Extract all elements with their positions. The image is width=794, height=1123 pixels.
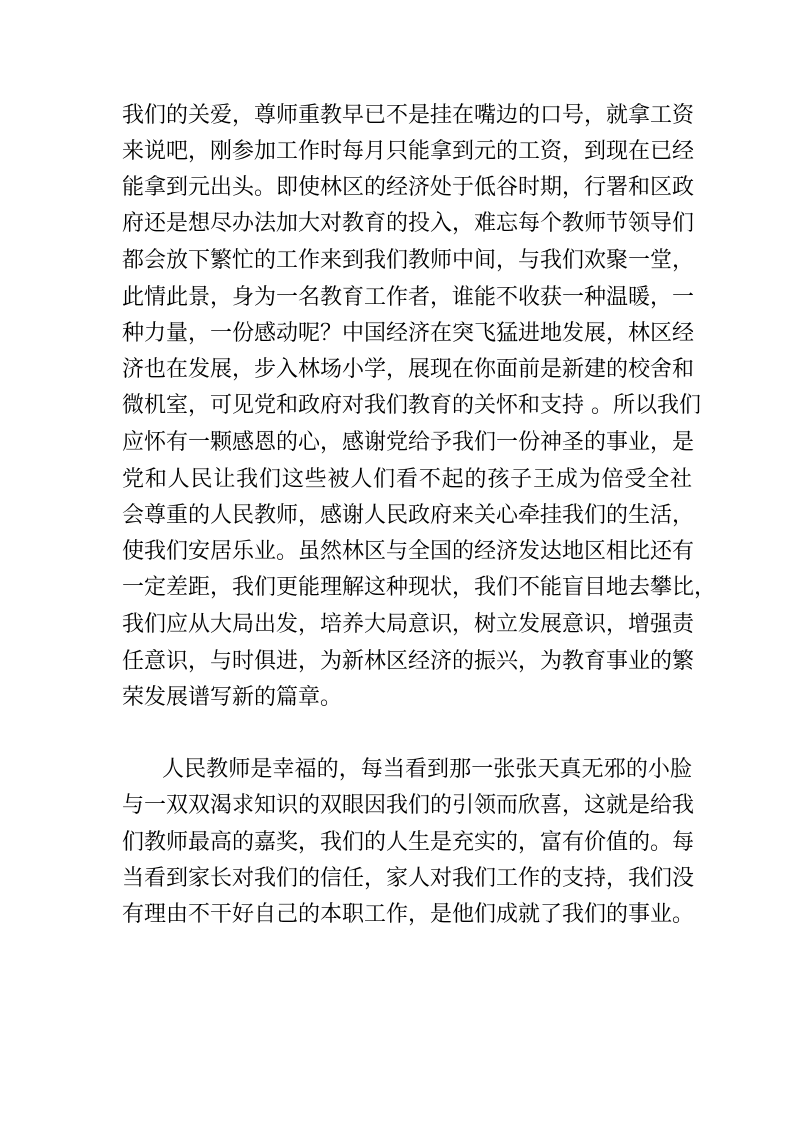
text-line: 微机室，可见党和政府对我们教育的关怀和支持 。所以我们 [122,393,701,418]
paragraph-first-line: 人民教师是幸福的，每当看到那一张张天真无邪的小脸 [162,757,692,782]
text-line: 们教师最高的嘉奖，我们的人生是充实的，富有价值的。每 [122,830,695,855]
text-line: 我们的关爱，尊师重教早已不是挂在嘴边的口号，就拿工资 [122,103,695,128]
text-line: 济也在发展，步入林场小学，展现在你面前是新建的校舍和 [122,357,695,382]
text-line: 来说吧，刚参加工作时每月只能拿到元的工资，到现在已经 [122,139,695,164]
text-line: 当看到家长对我们的信任，家人对我们工作的支持，我们没 [122,866,695,891]
text-line: 能拿到元出头。即使林区的经济处于低谷时期，行署和区政 [122,175,695,200]
text-line: 任意识，与时俱进，为新林区经济的振兴，为教育事业的繁 [122,649,695,674]
text-line: 都会放下繁忙的工作来到我们教师中间，与我们欢聚一堂， [122,248,695,273]
text-line: 应怀有一颗感恩的心，感谢党给予我们一份神圣的事业，是 [122,430,695,455]
text-line: 会尊重的人民教师，感谢人民政府来关心牵挂我们的生活， [122,503,695,528]
text-line: 一定差距，我们更能理解这种现状，我们不能盲目地去攀比， [122,575,717,600]
text-line: 我们应从大局出发，培养大局意识，树立发展意识，增强责 [122,612,695,637]
text-line: 府还是想尽办法加大对教育的投入，难忘每个教师节领导们 [122,211,695,236]
text-line: 有理由不干好自己的本职工作，是他们成就了我们的事业。 [122,902,695,927]
text-line: 使我们安居乐业。虽然林区与全国的经济发达地区相比还有 [122,539,695,564]
text-line: 种力量，一份感动呢？中国经济在突飞猛进地发展，林区经 [122,321,695,346]
text-line: 党和人民让我们这些被人们看不起的孩子王成为倍受全社 [122,467,692,492]
text-line: 荣发展谱写新的篇章。 [122,685,343,710]
text-line: 与一双双渴求知识的双眼因我们的引领而欣喜，这就是给我 [122,793,695,818]
text-line: 此情此景，身为一名教育工作者，谁能不收获一种温暖，一 [122,285,695,310]
